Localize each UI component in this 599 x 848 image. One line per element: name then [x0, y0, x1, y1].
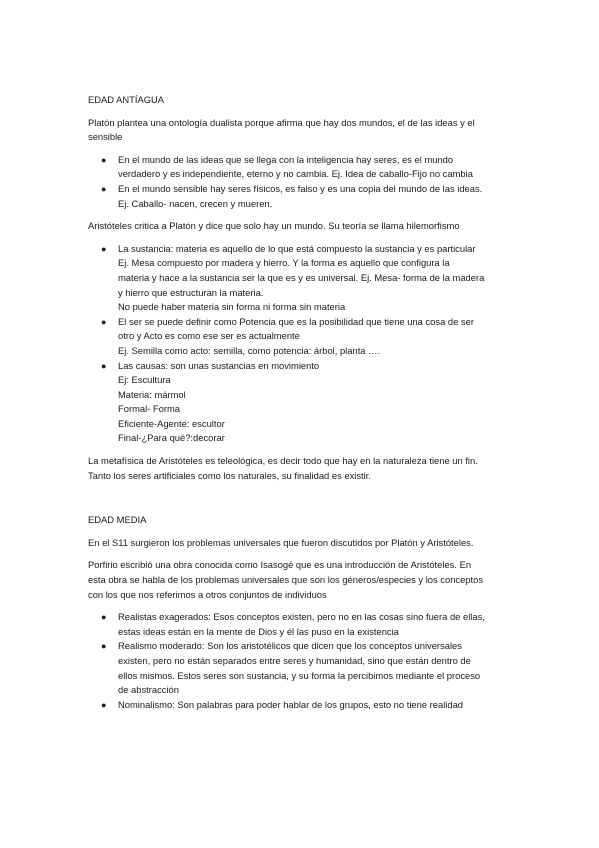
list-item-line: de abstracción — [118, 684, 179, 696]
list-item-line: No puede haber materia sin forma ni forma sin materia — [118, 301, 346, 313]
list-item-line: verdadero y es independiente, eterno y no cambia. Ej. Idea de caballo-Fijo no cambia — [118, 168, 473, 180]
list-item-line: Ej. Mesa compuesto por madera y hierro. Y la forma es aquello que configura la — [118, 257, 450, 269]
bullet-list — [88, 610, 518, 712]
section-heading: EDAD MEDIA — [88, 514, 147, 526]
text-line: Tanto los seres artificiales como los naturales, su finalidad es existir. — [88, 469, 371, 481]
list-item — [101, 359, 518, 447]
block-spacer — [88, 446, 518, 454]
block-spacer — [88, 234, 518, 242]
list-item-line: Ej. Caballo- nacen, crecen y mueren. — [118, 197, 273, 209]
list-item-line: Eficiente-Agente: escultor — [118, 417, 225, 429]
paragraph — [88, 536, 518, 551]
bullet-icon: ● — [101, 612, 107, 623]
list-item-line: Las causas: son unas sustancias en movimiento — [118, 359, 320, 371]
bullet-icon: ● — [101, 699, 107, 710]
list-item-line: Formal- Forma — [118, 403, 180, 415]
block-spacer — [88, 145, 518, 153]
text-line: Platón plantea una ontología dualista porque afirma que hay dos mundos, el de las ideas y el — [88, 116, 475, 128]
bullet-list — [88, 242, 518, 446]
text-line: Aristóteles critica a Platón y dice que solo hay un mundo. Su teoría se llama hilemorfismo — [88, 220, 460, 232]
section-spacer — [88, 483, 518, 513]
bullet-list — [88, 153, 518, 211]
list-item-line: otro y Acto es como ese ser es actualmente — [118, 330, 300, 342]
list-item-line: ellos mismos. Estos seres son sustancia, y su forma la percibimos mediante el proceso — [118, 669, 481, 681]
list-item-line: existen, pero no están separados entre seres y humanidad, sino que están dentro de — [118, 655, 471, 666]
block-spacer — [88, 602, 518, 610]
bullet-icon: ● — [101, 154, 107, 165]
list-item-line: Final-¿Para qué?:decorar — [118, 432, 225, 444]
bullet-icon: ● — [101, 641, 107, 652]
list-item-line: Nominalismo: Son palabras para poder hablar de los grupos, esto no tiene realidad — [118, 698, 464, 710]
list-item — [101, 182, 518, 211]
list-item-line: y hierro que estructuran la materia. — [118, 286, 264, 298]
list-item — [101, 610, 518, 639]
list-item — [101, 242, 518, 315]
list-item — [101, 698, 518, 713]
text-line: con los que nos referimos a otros conjuntos de individuos — [88, 588, 327, 600]
list-item-line: Materia: mármol — [118, 388, 186, 400]
text-line: sensible — [88, 131, 123, 143]
block-spacer — [88, 528, 518, 536]
text-line: La metafísica de Aristóteles es teleológica, es decir todo que hay en la naturaleza tiene un fin. — [88, 455, 478, 467]
list-item-line: En el mundo de las ideas que se llega con la inteligencia hay seres, es el mundo — [118, 153, 454, 165]
bullet-icon: ● — [101, 316, 107, 327]
block-spacer — [88, 108, 518, 116]
list-item-line: Ej. Semilla como acto: semilla, como potencia: árbol, planta …. — [118, 344, 381, 356]
list-item — [101, 315, 518, 359]
text-line: esta obra se habla de los problemas universales que son los géneros/especies y los conceptos — [88, 574, 484, 586]
bullet-icon: ● — [101, 360, 107, 371]
text-line: Porfirio escribió una obra conocida como Isasogé que es una introducción de Aristóteles. En — [88, 559, 472, 571]
list-item — [101, 153, 518, 182]
bullet-icon: ● — [101, 183, 107, 194]
list-item-line: estas ideas están en la mente de Dios y él las puso en la existencia — [118, 625, 399, 637]
list-item-line: Realistas exagerados: Esos conceptos existen, pero no en las cosas sino fuera de ellas, — [118, 611, 485, 623]
document-body — [88, 93, 518, 712]
bullet-icon: ● — [101, 243, 107, 254]
paragraph — [88, 219, 518, 234]
list-item-line: materia y hace a la sustancia ser la que es y es universal. Ej. Mesa- forma de la madera — [118, 271, 485, 283]
list-item-line: El ser se puede definir como Potencia que es la posibilidad que tiene una cosa de ser — [118, 315, 474, 327]
list-item-line: Ej: Escultura — [118, 374, 171, 386]
list-item-line: La sustancia: materia es aquello de lo que está compuesto la sustancia y es particular — [118, 242, 476, 254]
list-item — [101, 639, 518, 697]
list-item-line: En el mundo sensible hay seres físicos, es falso y es una copia del mundo de las ideas. — [118, 182, 483, 194]
paragraph — [88, 454, 518, 483]
section-heading: EDAD ANTÍAGUA — [88, 94, 165, 105]
block-spacer — [88, 550, 518, 558]
paragraph — [88, 558, 518, 602]
block-spacer — [88, 211, 518, 219]
list-item-line: Realismo moderado: Son los aristotélicos que dicen que los conceptos universales — [118, 640, 462, 652]
text-line: En el S11 surgieron los problemas universales que fueron discutidos por Platón y Aristóteles. — [88, 536, 474, 548]
paragraph — [88, 116, 518, 145]
